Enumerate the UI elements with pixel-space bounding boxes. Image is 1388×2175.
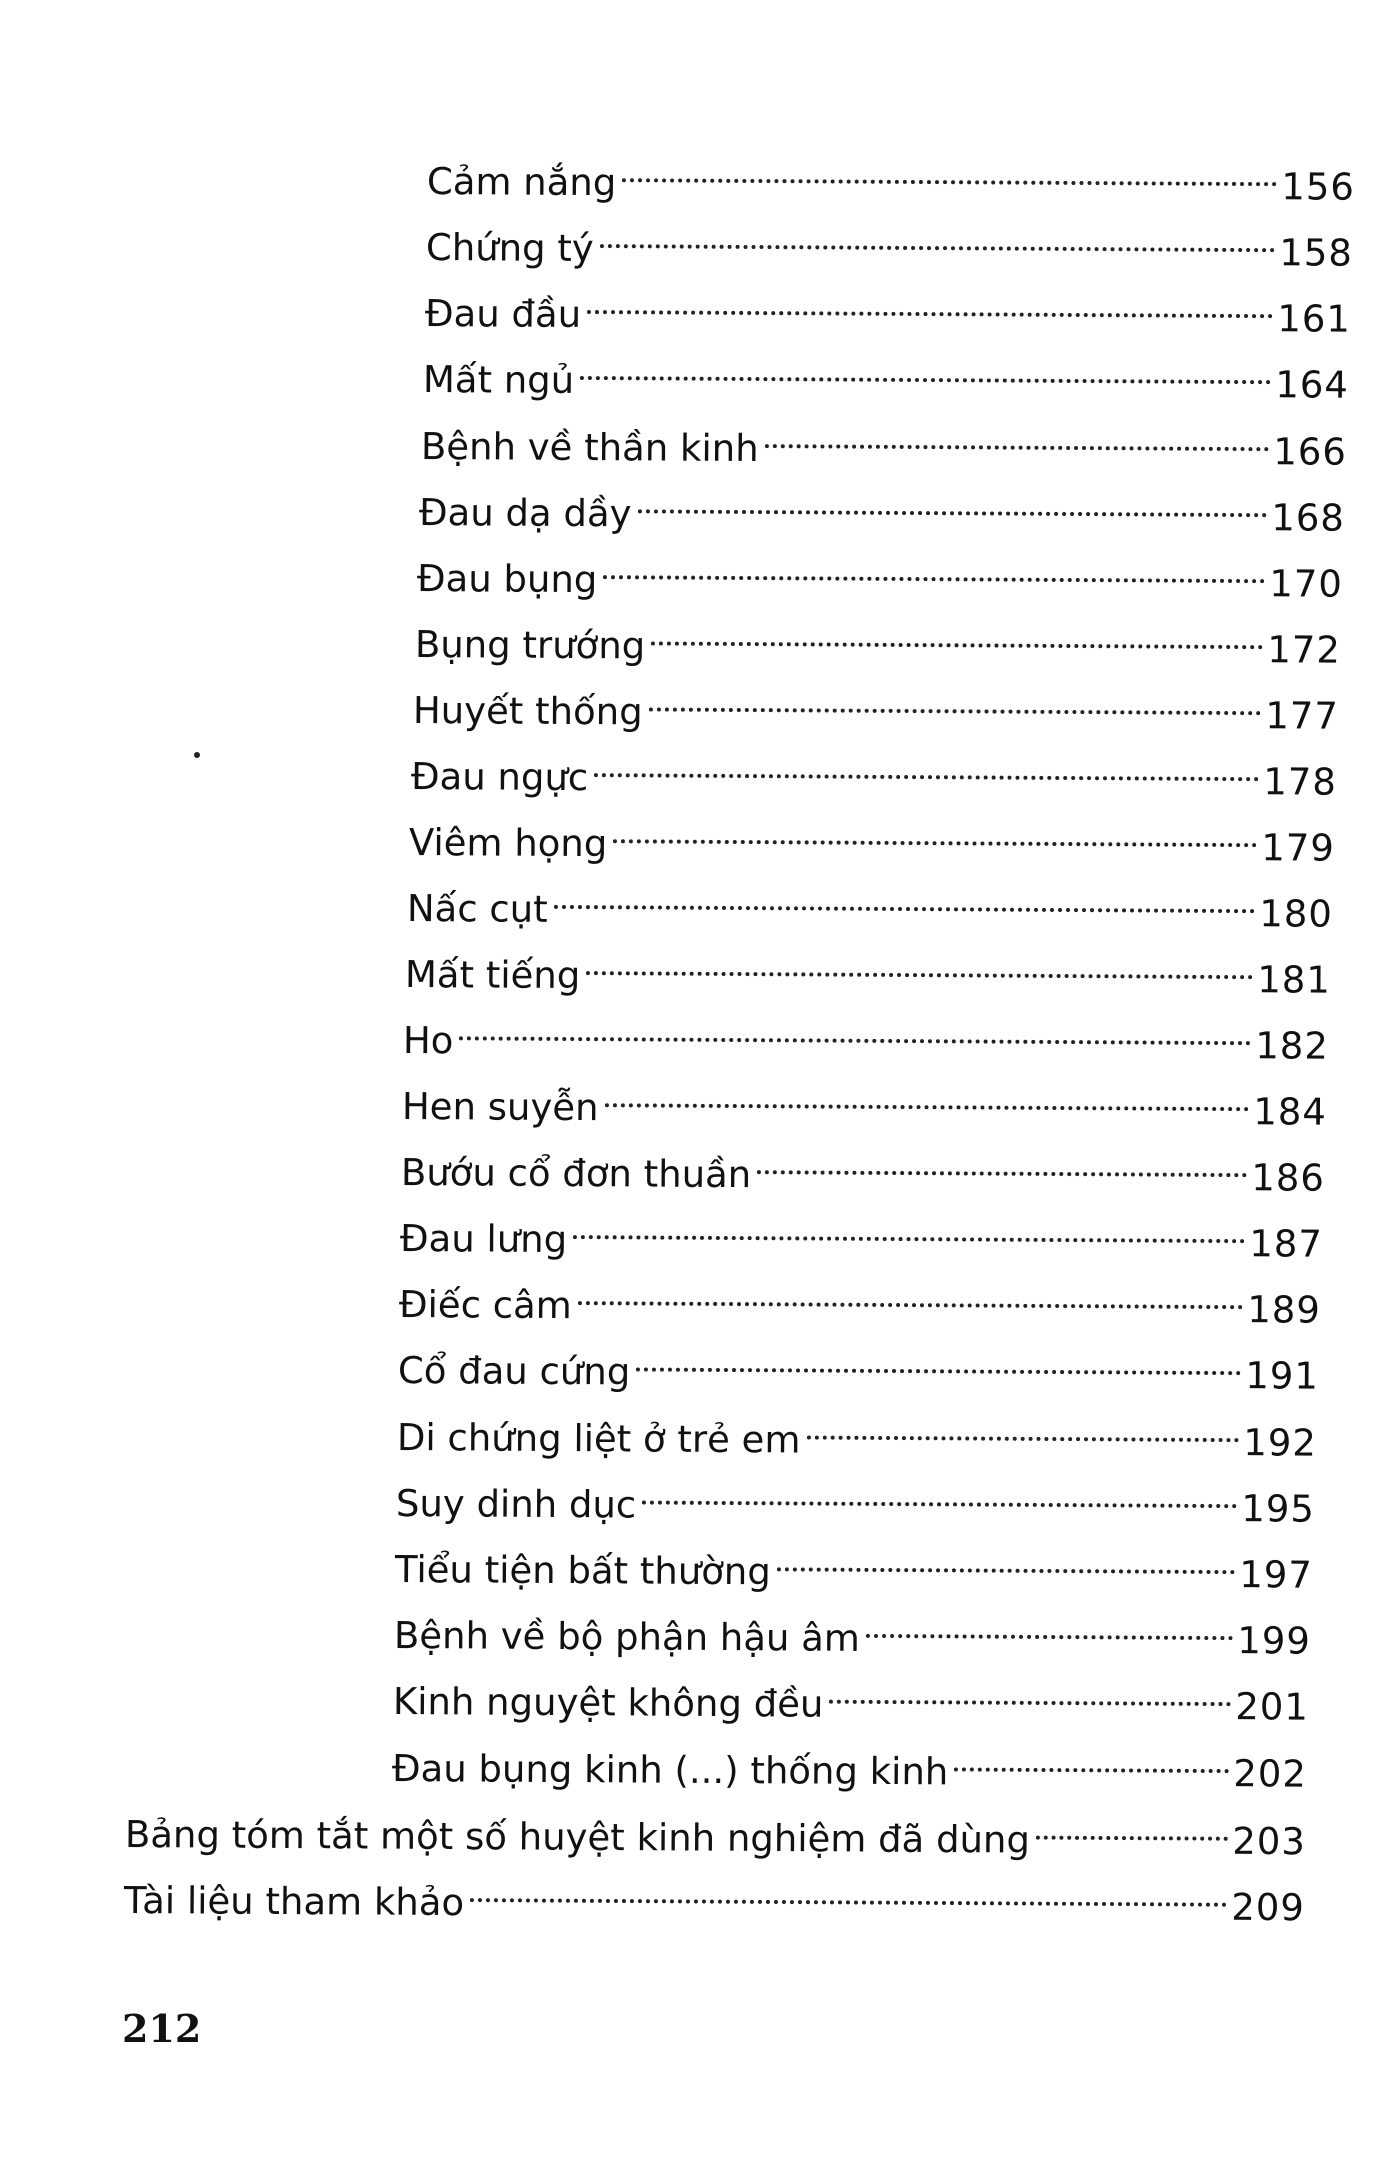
toc-entry-page: 158 [1279,231,1354,275]
toc-entry-page: 166 [1273,430,1348,474]
dot-leader [554,874,1256,926]
toc-entry-page: 199 [1237,1619,1312,1663]
toc-entry-title: Tiểu tiện bất thường [394,1548,771,1594]
toc-entry-title: Di chứng liệt ở trẻ em [396,1416,801,1462]
toc-entry-title: Tài liệu tham khảo [123,1879,465,1925]
toc-entry-page: 182 [1255,1024,1330,1068]
dot-leader [587,279,1273,331]
dot-leader [578,1270,1244,1322]
toc-entry-title: Cổ đau cứng [397,1349,631,1394]
toc-entry [416,543,1344,606]
toc-entry [406,873,1334,936]
toc-entry-title: Kinh nguyệt không đều [392,1680,824,1726]
toc-entry-page: 203 [1232,1819,1307,1864]
toc-entry [402,1005,1330,1068]
toc-entry-title: Ho [402,1019,454,1063]
toc-entry-page: 184 [1253,1090,1328,1134]
toc-entry [393,1600,1312,1663]
toc-entry [124,1799,1307,1864]
toc-entry [422,344,1350,407]
dot-leader [806,1405,1239,1456]
dot-leader [765,413,1270,464]
toc-entry [400,1137,1326,1200]
toc-entry-title: Cảm nắng [426,160,617,205]
toc-entry-title: Bảng tóm tắt một số huyệt kinh nghiệm đã dùng [124,1813,1031,1862]
toc-entry-title: Nấc cụt [406,887,548,931]
toc-entry [408,807,1336,870]
print-speck [194,752,200,758]
toc-entry-page: 161 [1277,297,1352,341]
dot-leader [636,1336,1241,1388]
toc-entry-page: 192 [1243,1421,1318,1465]
dot-leader [637,478,1267,530]
toc-entry [395,1468,1316,1531]
toc-entry-title: Đau lưng [399,1217,568,1262]
toc-entry [425,212,1354,275]
toc-entry-title: Đau ngực [410,755,589,800]
dot-leader [573,1204,1245,1256]
toc-entry-page: 168 [1271,496,1346,540]
toc-entry-title: Đau bụng kinh (...) thống kinh [391,1747,949,1794]
toc-entry-title: Điếc câm [398,1283,572,1328]
toc-entry [391,1733,1308,1796]
toc-entry [401,1071,1328,1134]
toc-entry-page: 195 [1241,1487,1316,1531]
dot-leader [642,1470,1237,1522]
toc-entry-page: 189 [1247,1288,1322,1332]
toc-entry-page: 178 [1263,760,1338,804]
dot-leader [603,544,1265,596]
toc-entry-title: Chứng tý [425,226,594,271]
dot-leader [613,808,1257,860]
toc-entry-page: 191 [1245,1354,1320,1398]
toc-entry-title: Đau đầu [424,292,582,336]
toc-entry-page: 209 [1231,1885,1306,1930]
toc-entry-page: 180 [1259,892,1334,936]
toc-entry-title: Hen suyễn [401,1085,599,1130]
page-number: 212 [122,2006,202,2051]
dot-leader [1036,1805,1229,1854]
toc-entry-title: Mất tiếng [404,953,581,998]
toc-entry [399,1203,1324,1266]
toc-entry [397,1335,1320,1398]
toc-entry-title: Bụng trướng [414,623,646,668]
dot-leader [954,1736,1229,1786]
dot-leader [580,345,1271,397]
toc-entry-title: Mất ngủ [422,358,575,402]
toc-entry-page: 197 [1239,1553,1314,1597]
toc-entry [392,1666,1310,1729]
toc-entry [394,1534,1314,1597]
toc-entry-title: Viêm họng [408,821,608,866]
toc-entry-page: 187 [1249,1222,1324,1266]
toc-entry-title: Đau bụng [416,557,598,602]
dot-leader [600,213,1276,265]
toc-entry-page: 177 [1265,694,1340,738]
dot-leader [586,940,1253,992]
toc-entry [424,278,1352,341]
toc-entry [414,609,1342,672]
toc-entry [426,146,1356,209]
toc-entry-page: 172 [1267,628,1342,672]
dot-leader [594,742,1259,794]
toc-entry [396,1402,1318,1465]
toc-entry-page: 156 [1281,165,1356,209]
toc-entry-title: Bệnh về thần kinh [420,425,759,471]
dot-leader [649,676,1262,728]
dot-leader [777,1536,1236,1587]
toc-entry-title: Huyết thống [412,689,643,734]
toc-entry [398,1269,1322,1332]
toc-entry-title: Bệnh về bộ phận hậu âm [393,1614,861,1660]
toc-entry-title: Đau dạ dầy [418,491,632,536]
toc-entry-page: 201 [1235,1685,1310,1729]
toc-entry [404,939,1332,1002]
toc-entry [418,477,1346,540]
toc-entry-page: 186 [1251,1156,1326,1200]
toc-entry [420,411,1348,474]
toc-entry-title: Bướu cổ đơn thuần [400,1151,752,1197]
dot-leader [651,610,1263,662]
toc-entry [123,1865,1306,1930]
dot-leader [829,1669,1231,1719]
dot-leader [866,1603,1234,1653]
toc-entry-page: 179 [1261,826,1336,870]
toc-entry-page: 164 [1275,363,1350,407]
toc-entry-page: 170 [1269,562,1344,606]
toc-entry [410,741,1338,804]
toc-entry [412,675,1340,738]
toc-entry-page: 202 [1233,1752,1308,1796]
dot-leader [604,1072,1249,1124]
dot-leader [757,1139,1247,1190]
toc-entry-title: Suy dinh dục [395,1482,637,1527]
dot-leader [622,147,1277,199]
dot-leader [459,1005,1251,1058]
toc-entry-page: 181 [1257,958,1332,1002]
dot-leader [470,1867,1227,1920]
